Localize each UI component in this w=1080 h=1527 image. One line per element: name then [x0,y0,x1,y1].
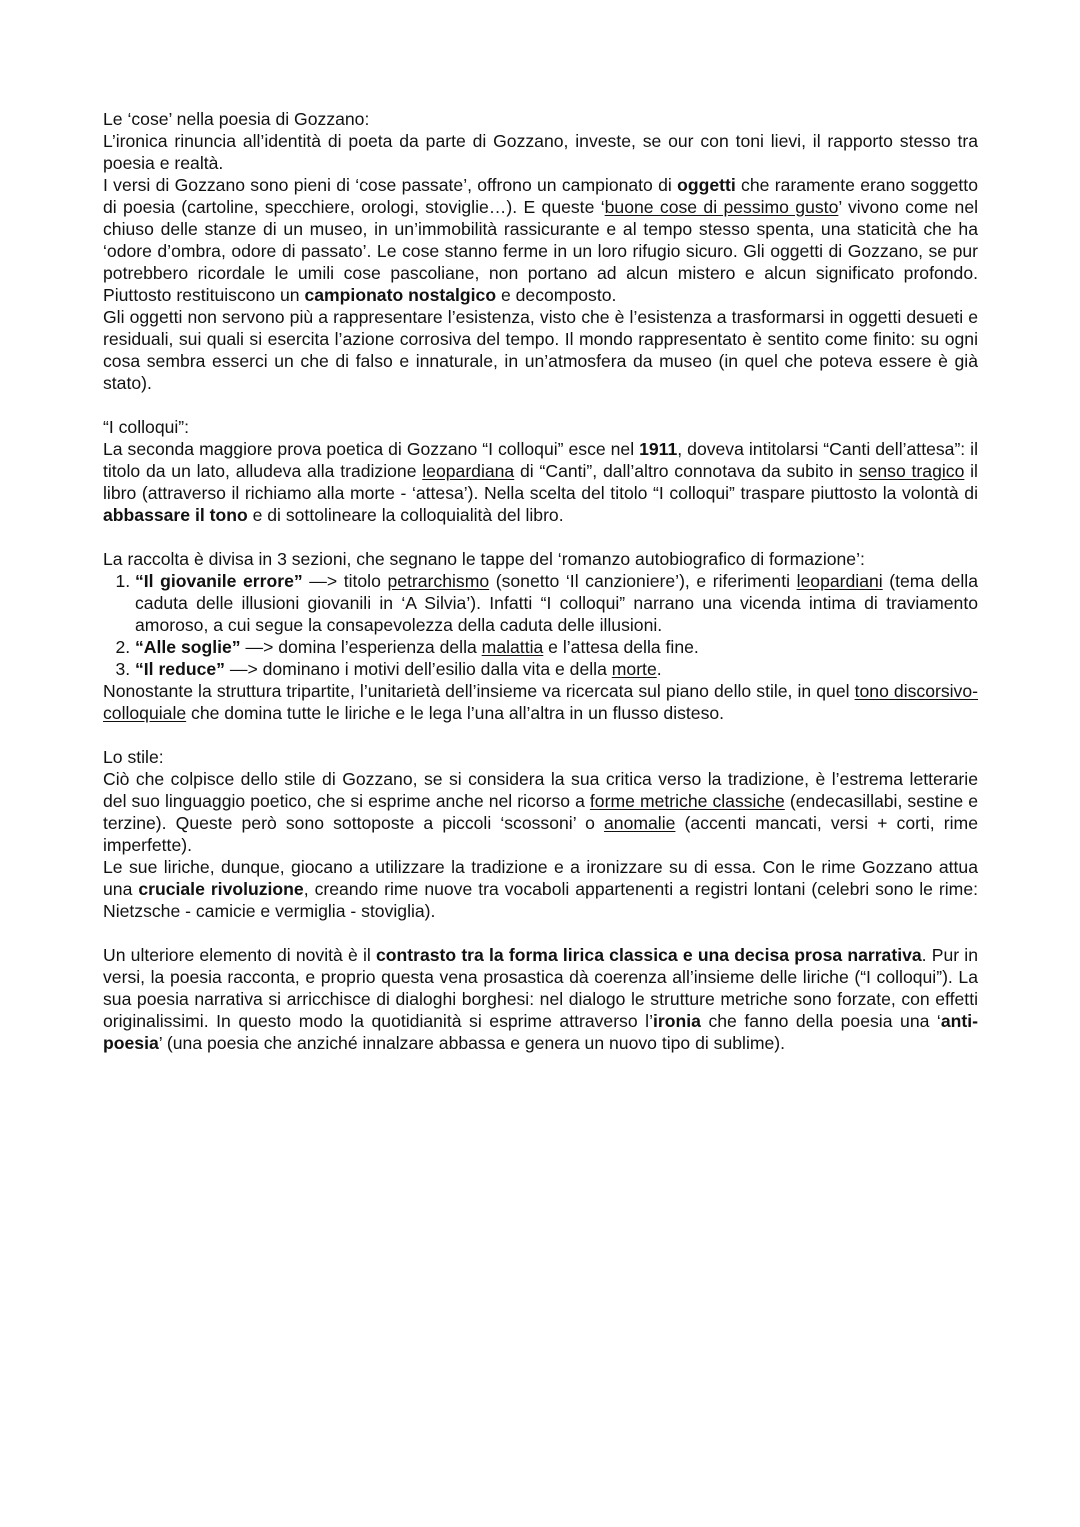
spacer [103,394,978,416]
list-item: 3. “Il reduce” —> dominano i motivi dell’esilio dalla vita e della morte. [135,658,978,680]
paragraph-oggetti-esistenza: Gli oggetti non servono più a rappresentare l’esistenza, visto che è l’esistenza a trasformarsi in oggetti desueti e residuali, sui quali si esercita l’azione corrosiva del tempo. Il mondo rappresentato è sentito come finito: su ogni cosa sembra esserci un che di falso e innaturale, in un’atmosfera da museo (in quel che poteva essere è già stato). [103,307,978,393]
paragraph-struttura-tripartite: Nonostante la struttura tripartite, l’unitarietà dell’insieme va ricercata sul piano dello stile, in quel tono discorsivo-colloquiale che domina tutte le liriche e le lega l’una all’altra in un flusso disteso. [103,681,978,723]
spacer [103,526,978,548]
paragraph-stile-critica: Ciò che colpisce dello stile di Gozzano, se si considera la sua critica verso la tradizione, è l’estrema letterarie del suo linguaggio poetico, che si esprime anche nel ricorso a forme metriche classiche (endecasillabi, sestine e terzine). Queste però sono sottoposte a piccoli ‘scossoni’ o anomalie (accenti mancati, versi + corti, rime imperfette). [103,769,978,855]
underline-tono-discorsivo: tono discorsivo-colloquiale [103,681,978,723]
underline-buone-cose: buone cose di pessimo gusto [604,197,839,217]
underline-leopardiana: leopardiana [422,461,515,481]
sections-list [103,570,978,680]
spacer [103,922,978,944]
bold-ironia: ironia [653,1011,701,1031]
bold-oggetti: oggetti [677,175,736,195]
list-item: 1. “Il giovanile errore” —> titolo petrarchismo (sonetto ‘Il canzioniere’), e riferimenti leopardiani (tema della caduta delle illusioni giovanili in ‘A Silvia’). Infatti “I colloqui” narrano una vicenda intima di traviamento amoroso, a cui segue la consapevolezza della caduta delle illusioni. [135,570,978,636]
underline-senso-tragico: senso tragico [858,461,965,481]
bold-contrasto: contrasto tra la forma lirica classica e una decisa prosa narrativa [375,945,922,965]
section-heading-stile: Lo stile: [103,747,164,767]
paragraph-ironica-rinuncia: L’ironica rinuncia all’identità di poeta da parte di Gozzano, investe, se our con toni lievi, il rapporto stesso tra poesia e realtà. [103,131,978,173]
document-page [103,108,978,1054]
paragraph-raccolta-intro: La raccolta è divisa in 3 sezioni, che segnano le tappe del ‘romanzo autobiografico di formazione’: [103,549,865,569]
paragraph-liriche-tradizione: Le sue liriche, dunque, giocano a utilizzare la tradizione e a ironizzare su di essa. Con le rime Gozzano attua una cruciale rivoluzione, creando rime nuove tra vocaboli appartenenti a registri lontani (celebri sono le rime: Nietzsche - camicie e vermiglia - stoviglia). [103,857,979,921]
list-item: 2. “Alle soglie” —> domina l’esperienza della malattia e l’attesa della fine. [135,636,978,658]
paragraph-ulteriore-novita: Un ulteriore elemento di novità è il contrasto tra la forma lirica classica e una decisa prosa narrativa. Pur in versi, la poesia racconta, e proprio questa vena prosastica dà coerenza all’insieme delle liriche (“I colloqui”). La sua poesia narrativa si arricchisce di dialoghi borghesi: nel dialogo le strutture metriche sono forzate, con effetti originalissimi. In questo modo la quotidianità si esprime attraverso l’ironia che fanno della poesia una ‘anti-poesia’ (una poesia che anziché innalzare abbassa e genera un nuovo tipo di sublime). [103,945,978,1053]
bold-cruciale-rivoluzione: cruciale rivoluzione [138,879,304,899]
paragraph-seconda-prova: La seconda maggiore prova poetica di Gozzano “I colloqui” esce nel 1911, doveva intitolarsi “Canti dell’attesa”: il titolo da un lato, alludeva alla tradizione leopardiana di “Canti”, dall’altro connotava da subito in senso tragico il libro (attraverso il richiamo alla morte - ‘attesa’). Nella scelta del titolo “I colloqui” traspare piuttosto la volontà di abbassare il tono e di sottolineare la colloquialità del libro. [103,439,979,525]
section-heading-cose: Le ‘cose’ nella poesia di Gozzano: [103,109,370,129]
section-heading-colloqui: “I colloqui”: [103,417,190,437]
bold-year: 1911 [639,439,678,459]
paragraph-cose-passate: I versi di Gozzano sono pieni di ‘cose passate’, offrono un campionato di oggetti che raramente erano soggetto di poesia (cartoline, specchiere, orologi, stoviglie…). E queste ‘buone cose di pessimo gusto’ vivono come nel chiuso delle stanze di un museo, in un’immobilità rassicurante e al tempo stesso spenta, una staticità che ha ‘odore d’ombra, odore di passato’. Le cose stanno ferme in un loro rifugio sicuro. Gli oggetti di Gozzano, se pur potrebbero ricordale le umili cose pascoliane, non portano ad alcun mistero e alcun significato profondo. Piuttosto restituiscono un campionato nostalgico e decomposto. [103,175,979,305]
underline-forme-metriche: forme metriche classiche [589,791,785,811]
spacer [103,724,978,746]
bold-abbassare-tono: abbassare il tono [103,505,248,525]
bold-campionato-nostalgico: campionato nostalgico [304,285,497,305]
bold-anti-poesia: anti-poesia [103,1011,978,1053]
underline-anomalie: anomalie [604,813,676,833]
